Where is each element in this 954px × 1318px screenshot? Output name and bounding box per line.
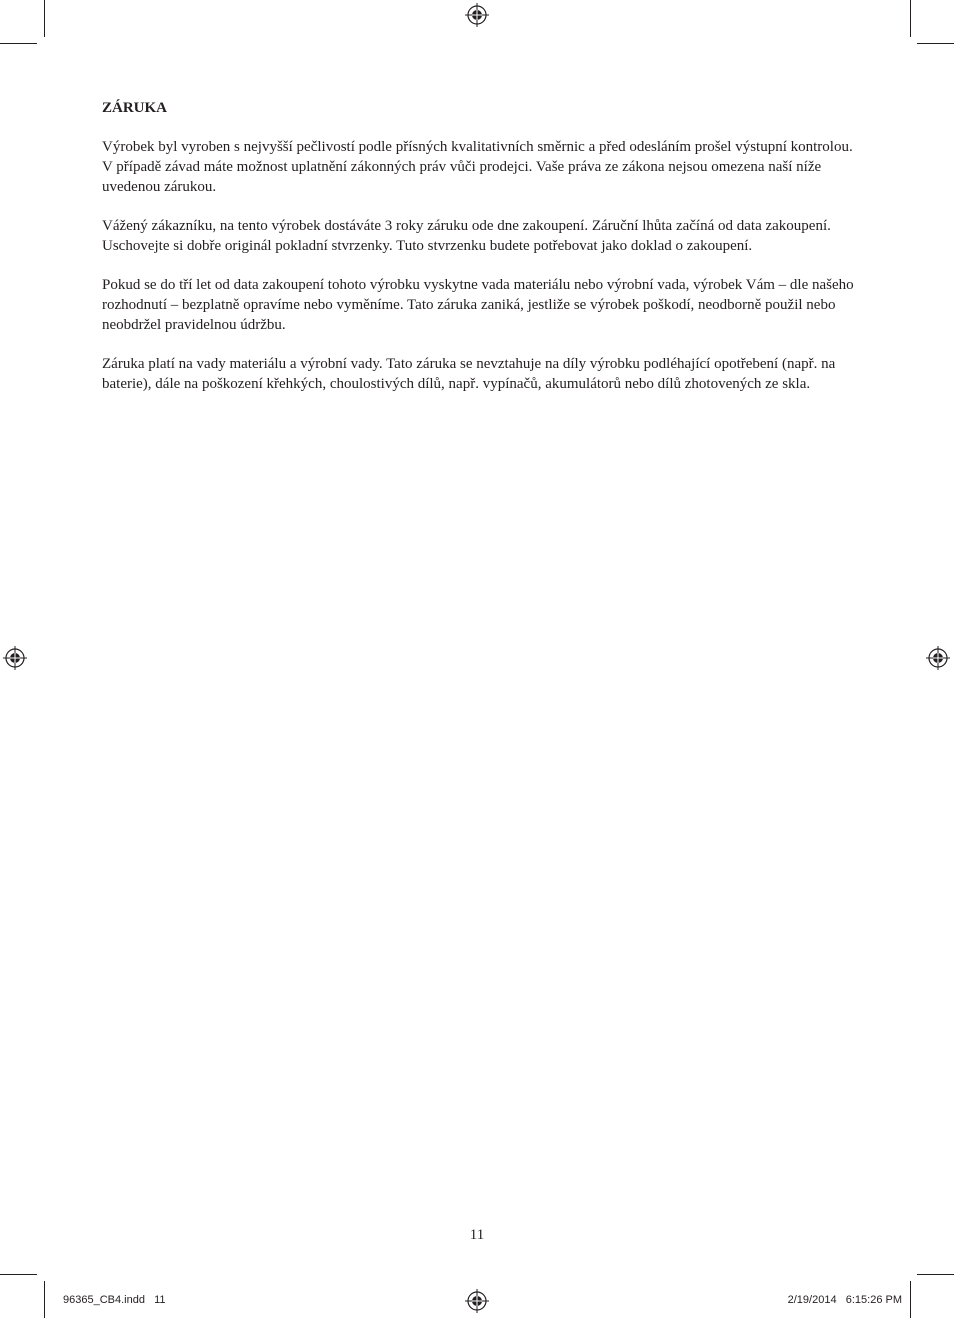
crop-mark-top-left-horizontal bbox=[0, 43, 37, 44]
crop-mark-bottom-left-vertical bbox=[44, 1281, 45, 1318]
paragraph-warranty-period: Vážený zákazníku, na tento výrobek dostáváte 3 roky záruku ode dne zakoupení. Záruční lhůta začíná od data zakoupení. Uschovejte si dobře originál pokladní stvrzenky. Tuto stvrzenku budete potřebovat jako doklad o zakoupení. bbox=[102, 218, 831, 254]
registration-target-icon bbox=[465, 1289, 489, 1313]
section-heading: ZÁRUKA bbox=[102, 100, 168, 116]
warranty-section bbox=[102, 98, 854, 413]
paragraph-exclusions: Záruka platí na vady materiálu a výrobní vady. Tato záruka se nevztahuje na díly výrobku podléhající opotřebení (např. na baterie), dále na poškození křehkých, choulostivých dílů, např. vypínačů, akumulátorů nebo dílů zhotovených ze skla. bbox=[102, 356, 836, 392]
registration-target-icon bbox=[926, 646, 950, 670]
crop-mark-bottom-left-horizontal bbox=[0, 1274, 37, 1275]
crop-mark-bottom-right-vertical bbox=[910, 1281, 911, 1318]
crop-mark-top-left-vertical bbox=[44, 0, 45, 37]
registration-target-icon bbox=[3, 646, 27, 670]
crop-mark-top-right-vertical bbox=[910, 0, 911, 37]
registration-target-icon bbox=[465, 3, 489, 27]
slug-timestamp: 2/19/2014 6:15:26 PM bbox=[787, 1294, 902, 1306]
crop-mark-top-right-horizontal bbox=[917, 43, 954, 44]
slug-file-info: 96365_CB4.indd 11 bbox=[63, 1294, 166, 1306]
paragraph-intro: Výrobek byl vyroben s nejvyšší pečlivostí podle přísných kvalitativních směrnic a před odesláním prošel výstupní kontrolou. V případě závad máte možnost uplatnění zákonných práv vůči prodejci. Vaše práva ze zákona nejsou omezena naší níže uvedenou zárukou. bbox=[102, 139, 853, 195]
page-number: 11 bbox=[469, 1227, 485, 1243]
paragraph-repair-replace: Pokud se do tří let od data zakoupení tohoto výrobku vyskytne vada materiálu nebo výrobní vada, výrobek Vám – dle našeho rozhodnutí – bezplatně opravíme nebo vyměníme. Tato záruka zaniká, jestliže se výrobek poškodí, neodborně použil nebo neobdržel pravidelnou údržbu. bbox=[102, 277, 854, 333]
crop-mark-bottom-right-horizontal bbox=[917, 1274, 954, 1275]
